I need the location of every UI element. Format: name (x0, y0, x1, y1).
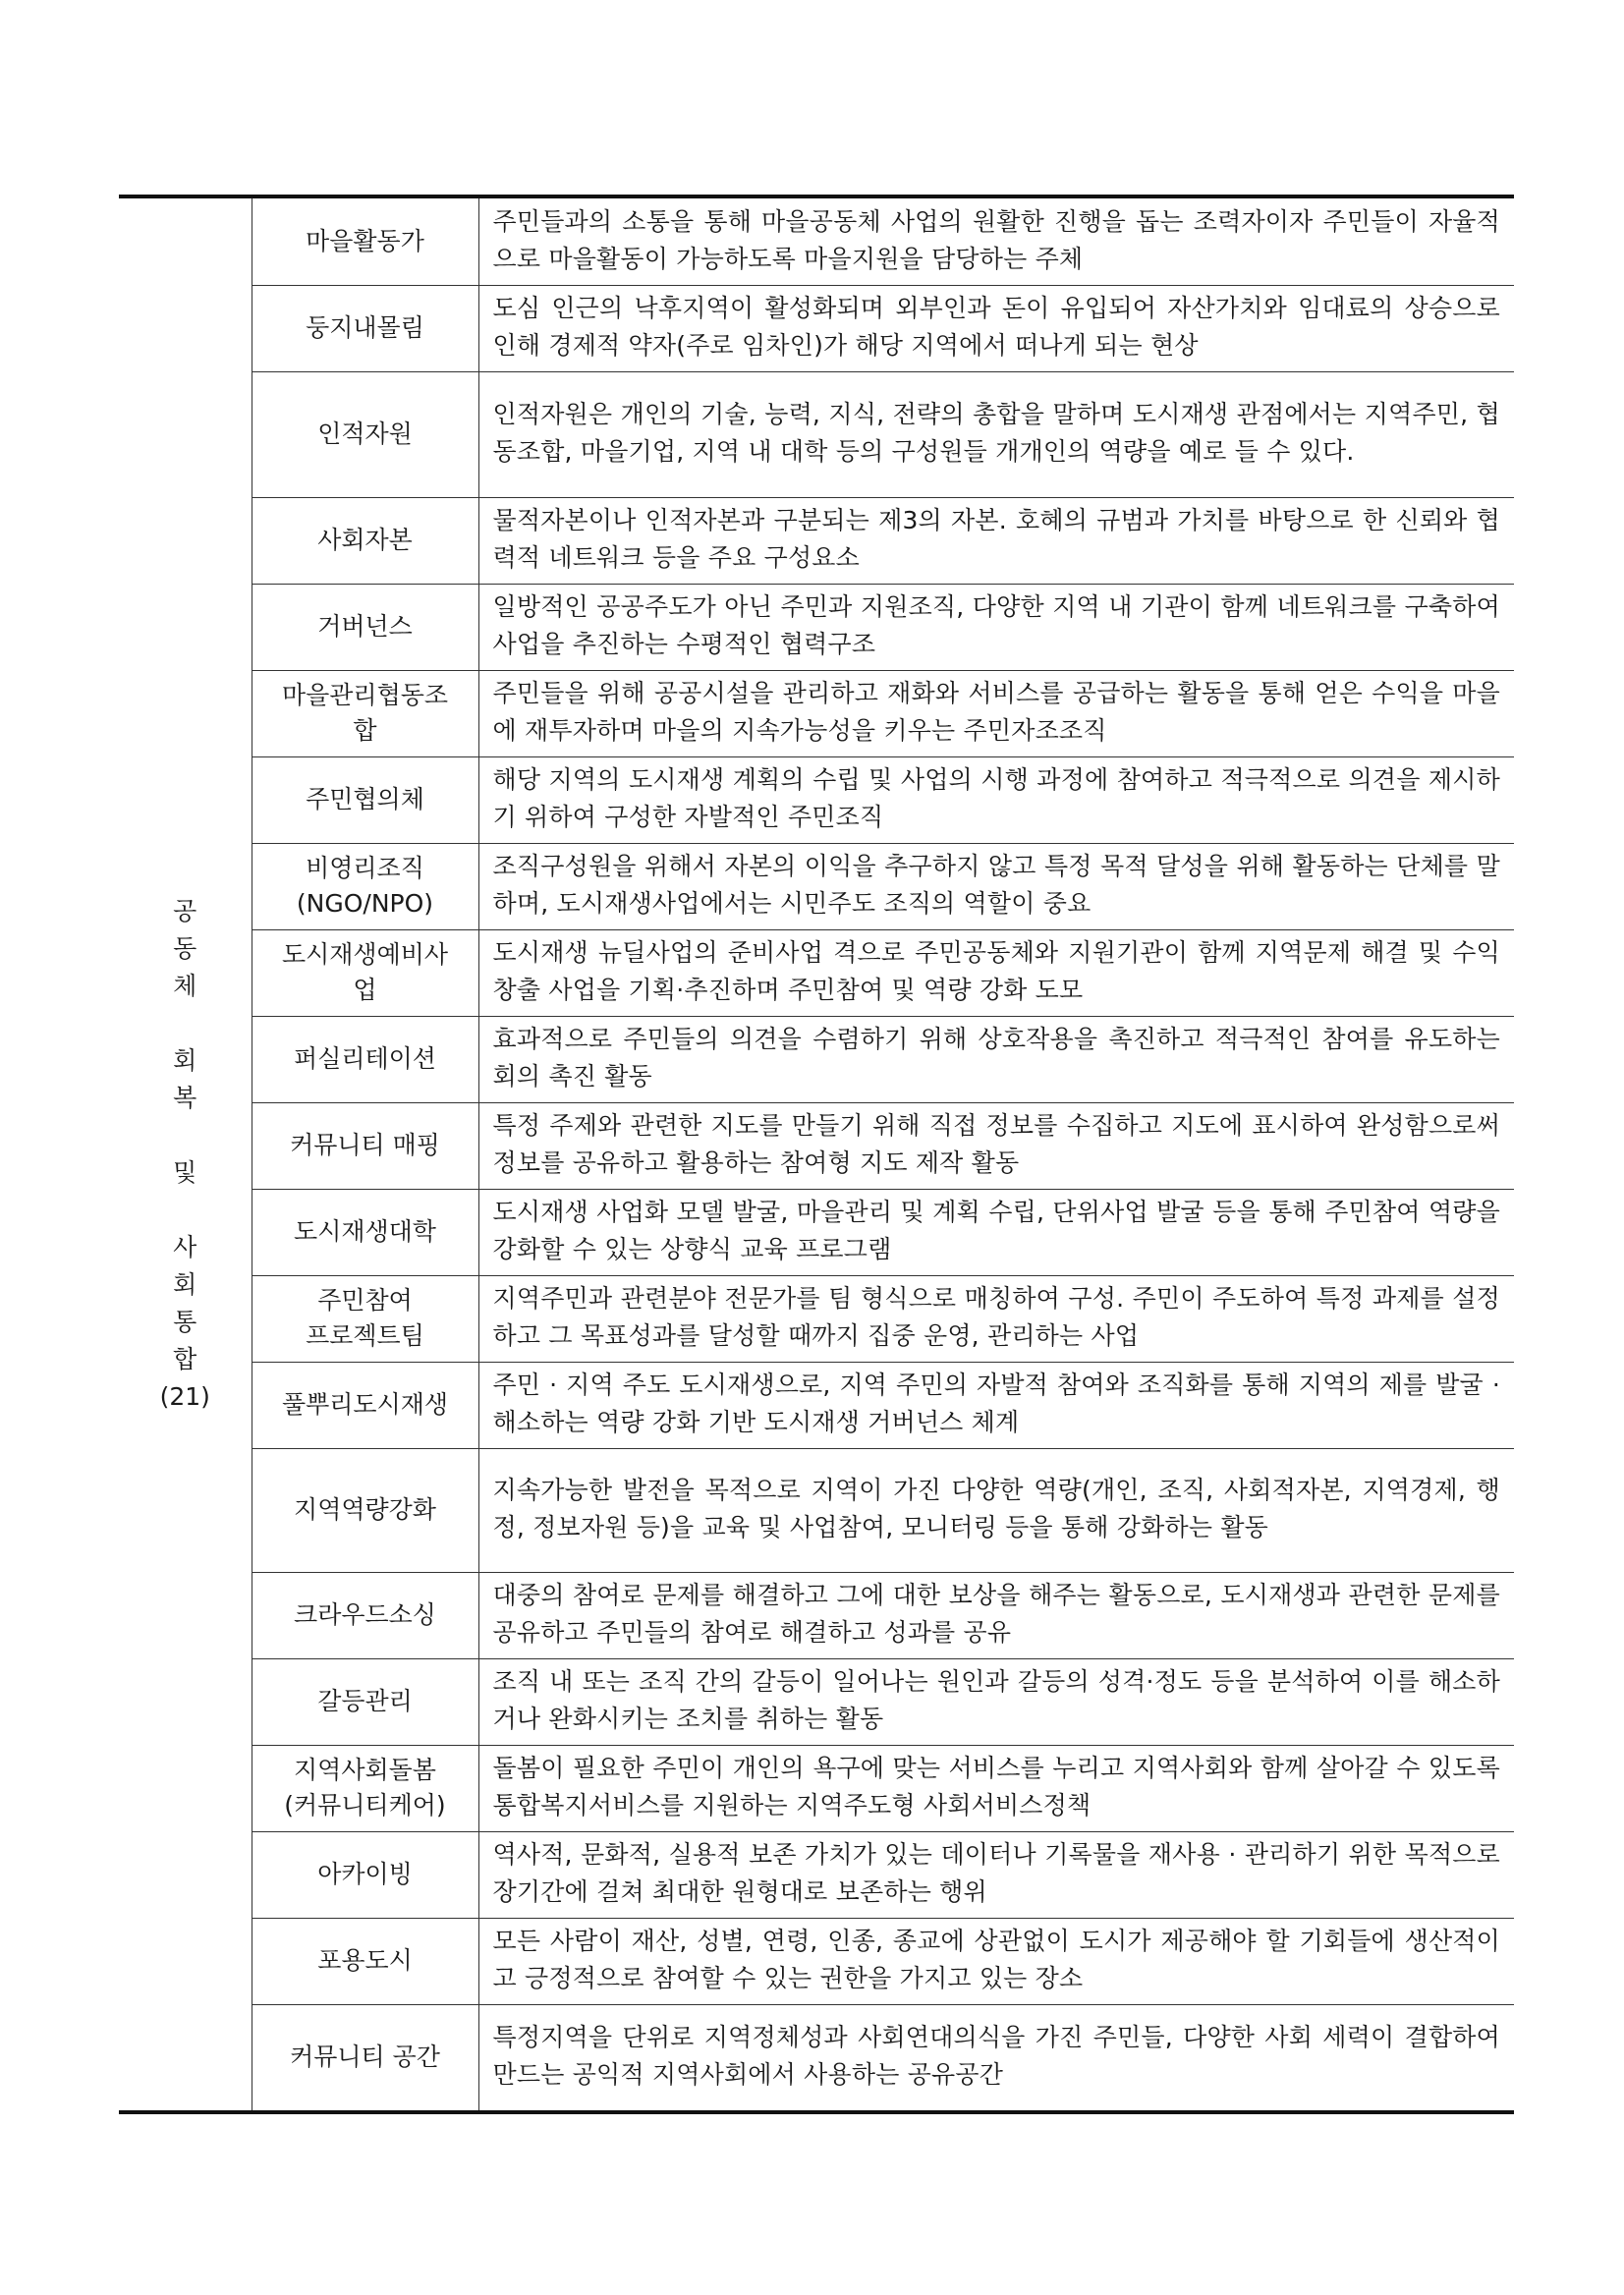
term-cell (252, 843, 478, 929)
term-cell (252, 1189, 478, 1275)
term-cell (252, 371, 478, 497)
term-label: 거버넌스 (317, 612, 413, 641)
term-label: 퍼실리테이션 (294, 1044, 436, 1073)
term-cell (252, 1275, 478, 1362)
term-cell (252, 756, 478, 843)
table-row (119, 1572, 1514, 1658)
term-label: 지역역량강화 (294, 1495, 436, 1524)
table-row (119, 1016, 1514, 1102)
definition-cell: 일방적인 공공주도가 아닌 주민과 지원조직, 다양한 지역 내 기관이 함께 네트워크를 구축하여 사업을 추진하는 수평적인 협력구조 (478, 584, 1514, 670)
term-cell (252, 1572, 478, 1658)
table-row (119, 371, 1514, 497)
term-label: 커뮤니티 공간 (290, 2043, 440, 2072)
table-row (119, 1831, 1514, 1918)
term-label: 도시재생예비사 업 (281, 939, 449, 1004)
table-row (119, 497, 1514, 584)
table-row (119, 1362, 1514, 1448)
definition-cell: 도심 인근의 낙후지역이 활성화되며 외부인과 돈이 유입되어 자산가치와 임대료의 상승으로 인해 경제적 약자(주로 임차인)가 해당 지역에서 떠나게 되는 현상 (478, 285, 1514, 371)
definition-cell: 역사적, 문화적, 실용적 보존 가치가 있는 데이터나 기록물을 재사용 · 관리하기 위한 목적으로 장기간에 걸쳐 최대한 원형대로 보존하는 행위 (478, 1831, 1514, 1918)
term-cell (252, 1918, 478, 2004)
definition-cell: 물적자본이나 인적자본과 구분되는 제3의 자본. 호혜의 규범과 가치를 바탕으로 한 신뢰와 협력적 네트워크 등을 주요 구성요소 (478, 497, 1514, 584)
term-label: 마을활동가 (306, 226, 424, 255)
table-row (119, 1102, 1514, 1189)
term-cell (252, 1448, 478, 1572)
table-row (119, 670, 1514, 756)
definition-cell: 효과적으로 주민들의 의견을 수렴하기 위해 상호작용을 촉진하고 적극적인 참여를 유도하는 회의 촉진 활동 (478, 1016, 1514, 1102)
definition-cell: 조직구성원을 위해서 자본의 이익을 추구하지 않고 특정 목적 달성을 위해 활동하는 단체를 말하며, 도시재생사업에서는 시민주도 조직의 역할이 중요 (478, 843, 1514, 929)
definition-cell: 주민들과의 소통을 통해 마을공동체 사업의 원활한 진행을 돕는 조력자이자 주민들이 자율적으로 마을활동이 가능하도록 마을지원을 담당하는 주체 (478, 196, 1514, 285)
definition-cell: 도시재생 뉴딜사업의 준비사업 격으로 주민공동체와 지원기관이 함께 지역문제 해결 및 수익 창출 사업을 기획·추진하며 주민참여 및 역량 강화 도모 (478, 929, 1514, 1016)
term-cell (252, 196, 478, 285)
term-label: 도시재생대학 (294, 1217, 436, 1246)
term-cell (252, 1102, 478, 1189)
term-label: 포용도시 (317, 1946, 413, 1975)
table-row (119, 2004, 1514, 2112)
table-row (119, 1189, 1514, 1275)
term-label: 크라우드소싱 (294, 1600, 436, 1629)
category-cell (119, 196, 252, 2112)
term-label: 인적자원 (317, 420, 413, 448)
definition-cell: 주민 · 지역 주도 도시재생으로, 지역 주민의 자발적 참여와 조직화를 통해 지역의 제를 발굴 · 해소하는 역량 강화 기반 도시재생 거버넌스 체계 (478, 1362, 1514, 1448)
term-cell (252, 1016, 478, 1102)
term-cell (252, 584, 478, 670)
term-cell (252, 670, 478, 756)
definition-cell: 도시재생 사업화 모델 발굴, 마을관리 및 계획 수립, 단위사업 발굴 등을 통해 주민참여 역량을 강화할 수 있는 상향식 교육 프로그램 (478, 1189, 1514, 1275)
table-row (119, 1658, 1514, 1745)
table-row (119, 1275, 1514, 1362)
term-label: 아카이빙 (317, 1860, 413, 1888)
term-label: 주민협의체 (306, 785, 424, 813)
term-label: 둥지내몰림 (306, 313, 424, 342)
term-cell (252, 285, 478, 371)
table-row (119, 584, 1514, 670)
term-label: 비영리조직 (NGO/NPO) (296, 853, 434, 918)
term-cell (252, 1745, 478, 1831)
definition-cell: 인적자원은 개인의 기술, 능력, 지식, 전략의 총합을 말하며 도시재생 관점에서는 지역주민, 협동조합, 마을기업, 지역 내 대학 등의 구성원들 개개인의 역량을 예로 들 수 있다. (478, 371, 1514, 497)
definition-cell: 돌봄이 필요한 주민이 개인의 욕구에 맞는 서비스를 누리고 지역사회와 함께 살아갈 수 있도록 통합복지서비스를 지원하는 지역주도형 사회서비스정책 (478, 1745, 1514, 1831)
term-label: 사회자본 (317, 526, 413, 554)
glossary-table (119, 195, 1514, 2114)
table-row (119, 1745, 1514, 1831)
definition-cell: 조직 내 또는 조직 간의 갈등이 일어나는 원인과 갈등의 성격·정도 등을 분석하여 이를 해소하거나 완화시키는 조치를 취하는 활동 (478, 1658, 1514, 1745)
term-cell (252, 497, 478, 584)
table-row (119, 1918, 1514, 2004)
term-cell (252, 1831, 478, 1918)
definition-cell: 특정지역을 단위로 지역정체성과 사회연대의식을 가진 주민들, 다양한 사회 세력이 결합하여 만드는 공익적 지역사회에서 사용하는 공유공간 (478, 2004, 1514, 2112)
table-row (119, 756, 1514, 843)
term-label: 갈등관리 (317, 1687, 413, 1715)
table-row (119, 1448, 1514, 1572)
definition-cell: 지역주민과 관련분야 전문가를 팀 형식으로 매칭하여 구성. 주민이 주도하여 특정 과제를 설정하고 그 목표성과를 달성할 때까지 집중 운영, 관리하는 사업 (478, 1275, 1514, 1362)
definition-cell: 모든 사람이 재산, 성별, 연령, 인종, 종교에 상관없이 도시가 제공해야 할 기회들에 생산적이고 긍정적으로 참여할 수 있는 권한을 가지고 있는 장소 (478, 1918, 1514, 2004)
definition-cell: 대중의 참여로 문제를 해결하고 그에 대한 보상을 해주는 활동으로, 도시재생과 관련한 문제를 공유하고 주민들의 참여로 해결하고 성과를 공유 (478, 1572, 1514, 1658)
term-cell (252, 2004, 478, 2112)
definition-cell: 지속가능한 발전을 목적으로 지역이 가진 다양한 역량(개인, 조직, 사회적자본, 지역경제, 행정, 정보자원 등)을 교육 및 사업참여, 모니터링 등을 통해 강화하는 활동 (478, 1448, 1514, 1572)
term-cell (252, 1362, 478, 1448)
term-label: 풀뿌리도시재생 (281, 1390, 449, 1419)
term-label: 커뮤니티 매핑 (290, 1131, 440, 1159)
table-row (119, 843, 1514, 929)
table-row (119, 285, 1514, 371)
definition-cell: 해당 지역의 도시재생 계획의 수립 및 사업의 시행 과정에 참여하고 적극적으로 의견을 제시하기 위하여 구성한 자발적인 주민조직 (478, 756, 1514, 843)
term-label: 마을관리협동조 합 (281, 680, 449, 745)
definition-cell: 특정 주제와 관련한 지도를 만들기 위해 직접 정보를 수집하고 지도에 표시하여 완성함으로써 정보를 공유하고 활용하는 참여형 지도 제작 활동 (478, 1102, 1514, 1189)
term-label: 지역사회돌봄 (커뮤니티케어) (284, 1755, 446, 1819)
category-label: 공 동 체 회 복 및 사 회 통 합 (21) (159, 897, 210, 1411)
table-row (119, 929, 1514, 1016)
term-cell (252, 1658, 478, 1745)
term-label: 주민참여 프로젝트팀 (306, 1285, 424, 1350)
table-row (119, 196, 1514, 285)
term-cell (252, 929, 478, 1016)
definition-cell: 주민들을 위해 공공시설을 관리하고 재화와 서비스를 공급하는 활동을 통해 얻은 수익을 마을에 재투자하며 마을의 지속가능성을 키우는 주민자조조직 (478, 670, 1514, 756)
